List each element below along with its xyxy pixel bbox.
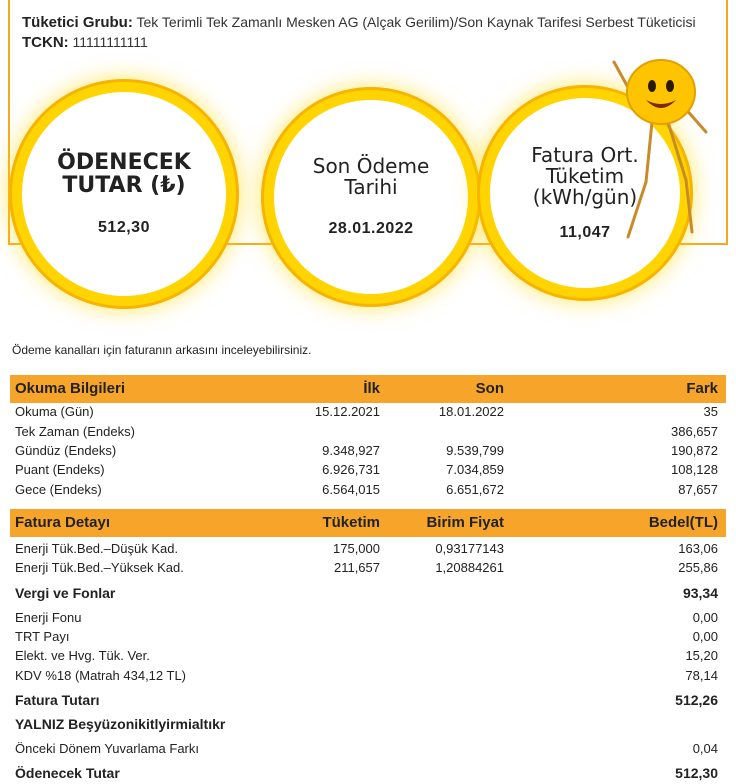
invoice-header-usage: Tüketim: [322, 514, 380, 531]
invoice-total-label: Fatura Tutarı: [15, 692, 100, 708]
reading-row-diff: 87,657: [678, 482, 718, 497]
rounding-row: [10, 741, 726, 760]
tax-row-amount: 78,14: [685, 668, 718, 683]
table-row: [10, 610, 726, 629]
reading-header-last: Son: [475, 380, 504, 397]
invoice-header-name: Fatura Detayı: [15, 514, 111, 531]
due-title-1: Son Ödeme: [312, 154, 430, 178]
avg-title-1: Fatura Ort.: [531, 142, 639, 167]
tax-row-name: KDV %18 (Matrah 434,12 TL): [15, 668, 187, 683]
invoice-row-name: Enerji Tük.Bed.–Yüksek Kad.: [15, 560, 184, 575]
amount-in-words: [10, 716, 726, 735]
tckn-label: TCKN:: [22, 34, 69, 51]
tckn-value: 11111111111: [72, 34, 148, 50]
invoice-row-unit-price: 1,20884261: [435, 560, 504, 575]
consumer-group-label: Tüketici Grubu:: [22, 14, 133, 31]
reading-header-name: Okuma Bilgileri: [15, 380, 126, 397]
taxes-row: [10, 585, 726, 604]
reading-row-diff: 386,657: [671, 424, 718, 439]
reading-row-last: 18.01.2022: [438, 404, 504, 419]
table-row: [10, 462, 726, 481]
payment-note: Ödeme kanalları için faturanın arkasını inceleyebilirsiniz.: [12, 343, 312, 357]
due-date-circle: [274, 100, 468, 294]
table-row: [10, 404, 726, 423]
reading-row-name: Okuma (Gün): [15, 404, 94, 419]
reading-row-first: 6.926,731: [322, 462, 380, 477]
amount-title-1: ÖDENECEK: [57, 149, 191, 175]
reading-row-last: 6.651,672: [446, 482, 504, 497]
invoice-row-usage: 211,657: [333, 560, 380, 575]
payable-row: [10, 765, 726, 784]
payable-value: 512,30: [675, 765, 718, 781]
consumer-group: [22, 14, 696, 31]
tckn: [22, 34, 148, 51]
invoice-header-bar: [10, 509, 726, 537]
invoice-row-unit-price: 0,93177143: [435, 541, 504, 556]
tax-row-amount: 0,00: [692, 629, 718, 644]
avg-title-3: (kWh/gün): [532, 184, 638, 209]
reading-header-bar: [10, 375, 726, 403]
payable-label: Ödenecek Tutar: [15, 765, 120, 781]
reading-row-first: 9.348,927: [322, 443, 380, 458]
due-value: 28.01.2022: [328, 220, 414, 237]
invoice-header-amount: Bedel(TL): [648, 514, 718, 531]
amount-title-2: TUTAR (₺): [62, 173, 186, 198]
reading-row-first: 15.12.2021: [314, 404, 380, 419]
reading-row-name: Gece (Endeks): [15, 482, 102, 497]
reading-row-name: Tek Zaman (Endeks): [15, 424, 135, 439]
taxes-total: 93,34: [682, 585, 718, 601]
tax-row-amount: 15,20: [685, 648, 718, 663]
table-row: [10, 482, 726, 501]
tax-row-name: Elekt. ve Hvg. Tük. Ver.: [15, 648, 150, 663]
tax-row-amount: 0,00: [692, 610, 718, 625]
tax-row-name: TRT Payı: [15, 629, 70, 644]
table-row: [10, 648, 726, 667]
mascot-icon: [606, 52, 716, 252]
table-row: [10, 668, 726, 687]
avg-title-2: Tüketim: [545, 163, 625, 188]
consumer-group-value: Tek Terimli Tek Zamanlı Mesken AG (Alçak Gerilim)/Son Kaynak Tarifesi Serbest Tüketicisi: [136, 14, 696, 30]
reading-row-name: Gündüz (Endeks): [15, 443, 117, 458]
rounding-value: 0,04: [692, 741, 718, 756]
reading-row-last: 7.034,859: [446, 462, 504, 477]
table-row: [10, 629, 726, 648]
reading-row-name: Puant (Endeks): [15, 462, 105, 477]
rounding-label: Önceki Dönem Yuvarlama Farkı: [15, 741, 199, 756]
reading-row-diff: 108,128: [671, 462, 718, 477]
invoice-total-value: 512,26: [675, 692, 718, 708]
reading-header-diff: Fark: [686, 380, 718, 397]
reading-row-last: 9.539,799: [446, 443, 504, 458]
avg-value: 11,047: [559, 223, 611, 241]
table-row: [10, 424, 726, 443]
table-row: [10, 541, 726, 560]
amount-circle: [22, 92, 226, 296]
reading-header-first: İlk: [363, 380, 380, 397]
reading-row-first: 6.564,015: [322, 482, 380, 497]
invoice-row-amount: 163,06: [678, 541, 718, 556]
amount-value: 512,30: [98, 219, 150, 237]
amount-in-words-text: YALNIZ Beşyüzonikitlyirmialtıkr: [15, 716, 226, 732]
reading-row-diff: 190,872: [671, 443, 718, 458]
table-row: [10, 443, 726, 462]
invoice-row-usage: 175,000: [333, 541, 380, 556]
taxes-label: Vergi ve Fonlar: [15, 585, 116, 601]
reading-row-diff: 35: [703, 404, 718, 419]
invoice-total-row: [10, 692, 726, 711]
due-title-2: Tarihi: [344, 175, 398, 199]
invoice-row-amount: 255,86: [678, 560, 718, 575]
tax-row-name: Enerji Fonu: [15, 610, 82, 625]
invoice-header-unit-price: Birim Fiyat: [426, 514, 504, 531]
invoice-row-name: Enerji Tük.Bed.–Düşük Kad.: [15, 541, 179, 556]
table-row: [10, 560, 726, 579]
